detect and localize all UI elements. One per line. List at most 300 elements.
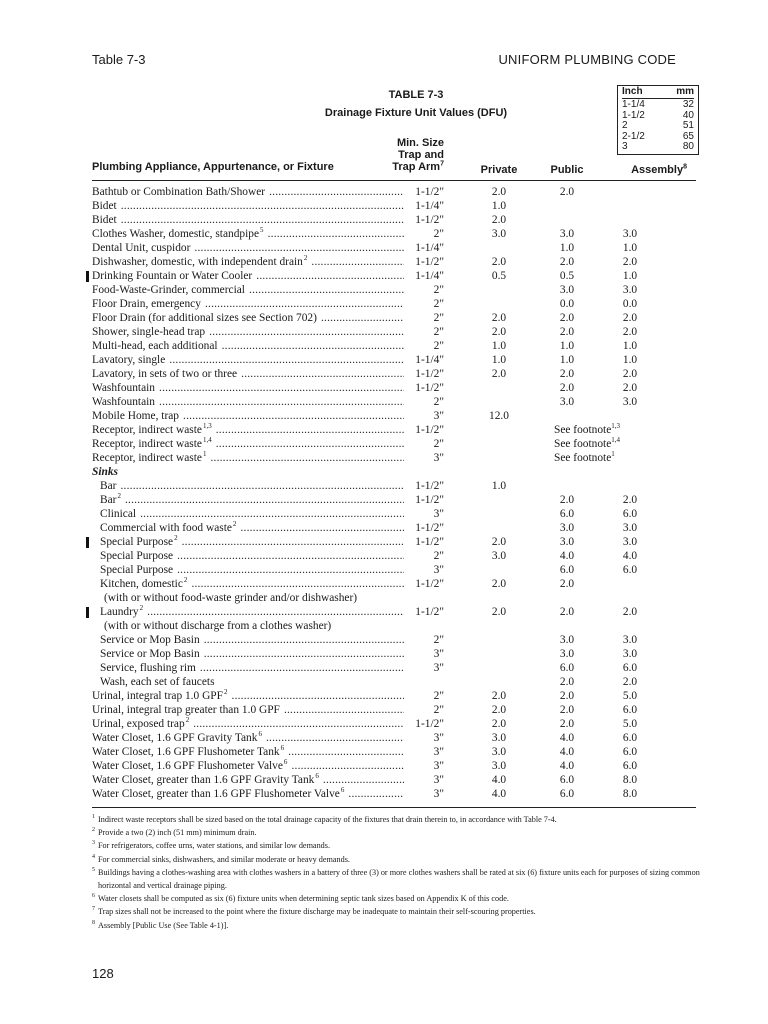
table-row xyxy=(0,689,768,703)
fixture-label-wrap xyxy=(100,578,188,590)
trap-size-cell: 3" xyxy=(433,746,444,758)
trap-size-cell: 2" xyxy=(433,284,444,296)
trap-size-cell: 3" xyxy=(433,648,444,660)
fixture-label: Receptor, indirect waste xyxy=(92,438,202,450)
public-dfu-cell: 4.0 xyxy=(559,732,575,744)
public-dfu-cell: 2.0 xyxy=(559,186,575,198)
trap-size-cell: 2" xyxy=(433,634,444,646)
fixture-label: Wash, each set of faucets xyxy=(100,676,215,688)
assembly-dfu-cell: 8.0 xyxy=(622,788,638,800)
public-dfu-cell: 2.0 xyxy=(559,718,575,730)
trap-size-cell: 2" xyxy=(433,312,444,324)
fixture-label: Water Closet, greater than 1.6 GPF Flushometer Valve xyxy=(92,788,340,800)
conversion-row xyxy=(622,142,694,153)
fixture-name xyxy=(92,703,404,717)
fixture-label: Mobile Home, trap xyxy=(92,410,179,422)
trap-size-cell: 1-1/2" xyxy=(415,718,444,730)
fixture-name xyxy=(92,367,404,381)
fixture-name xyxy=(92,185,404,199)
conversion-header xyxy=(622,87,694,99)
fixture-label: Urinal, integral trap 1.0 GPF xyxy=(92,690,223,702)
table-body xyxy=(0,185,768,801)
footnote: 6 Water closets shall be computed as six (6) fixture units when determining septic tank sizes based on Appendix K of this code. xyxy=(92,893,509,904)
public-dfu-cell: 6.0 xyxy=(559,788,575,800)
assembly-dfu-cell: 1.0 xyxy=(622,270,638,282)
public-dfu-cell: 6.0 xyxy=(559,774,575,786)
fixture-label: Urinal, integral trap greater than 1.0 GPF xyxy=(92,704,280,716)
fixture-label: Sinks xyxy=(92,466,118,478)
row-note xyxy=(0,619,768,633)
table-row xyxy=(0,325,768,339)
fixture-label: Water Closet, 1.6 GPF Flushometer Tank xyxy=(92,746,280,758)
private-dfu-cell: 2.0 xyxy=(491,536,507,548)
fixture-label: Kitchen, domestic xyxy=(100,578,183,590)
unit-conversion-box xyxy=(617,85,699,155)
fixture-name xyxy=(100,493,404,507)
footnote: 8 Assembly [Public Use (See Table 4-1)]. xyxy=(92,919,229,930)
column-header-trap xyxy=(380,137,444,173)
public-dfu-cell: 3.0 xyxy=(559,284,575,296)
assembly-dfu-cell: 3.0 xyxy=(622,522,638,534)
fixture-label: Shower, single-head trap xyxy=(92,326,206,338)
fixture-label-wrap xyxy=(92,256,308,268)
assembly-dfu-cell: 1.0 xyxy=(622,340,638,352)
fixture-label-wrap xyxy=(92,438,213,450)
fixture-label: Dental Unit, cuspidor xyxy=(92,242,191,254)
assembly-dfu-cell: 5.0 xyxy=(622,718,638,730)
fixture-name xyxy=(100,535,404,549)
trap-size-cell: 1-1/2" xyxy=(415,214,444,226)
assembly-dfu-cell: 6.0 xyxy=(622,508,638,520)
fixture-name xyxy=(92,227,404,241)
fixture-label: Washfountain xyxy=(92,382,155,394)
fixture-label: Service or Mop Basin xyxy=(100,634,200,646)
assembly-dfu-cell: 1.0 xyxy=(622,242,638,254)
fixture-name xyxy=(100,563,404,577)
fixture-label: Special Purpose xyxy=(100,536,174,548)
private-dfu-cell: 3.0 xyxy=(491,228,507,240)
table-row xyxy=(0,745,768,759)
public-dfu-cell: 0.5 xyxy=(559,270,575,282)
conversion-rows xyxy=(622,100,694,153)
public-footnote-ref: 1,3 xyxy=(611,422,621,431)
table-row xyxy=(0,297,768,311)
private-dfu-cell: 3.0 xyxy=(491,550,507,562)
conversion-mm: 32 xyxy=(682,99,694,110)
fixture-label-wrap xyxy=(92,732,263,744)
fixture-name xyxy=(100,549,404,563)
public-dfu-text: See footnote xyxy=(554,438,612,450)
footnote: 2 Provide a two (2) inch (51 mm) minimum drain. xyxy=(92,827,257,838)
public-dfu-cell: 4.0 xyxy=(559,746,575,758)
fixture-label: Food-Waste-Grinder, commercial xyxy=(92,284,245,296)
fixture-footnote-ref: 2 xyxy=(223,689,228,697)
fixture-footnote-ref: 2 xyxy=(139,605,144,613)
fixture-name xyxy=(92,381,404,395)
assembly-dfu-cell: 3.0 xyxy=(622,634,638,646)
fixture-label: Special Purpose xyxy=(100,564,174,576)
footnote: 7 Trap sizes shall not be increased to the point where the fixture discharge may be inadequate to maintain their self-scouring properties. xyxy=(92,906,536,917)
fixture-name xyxy=(92,255,404,269)
public-dfu-cell: 1.0 xyxy=(559,242,575,254)
fixture-label: Washfountain xyxy=(92,396,155,408)
fixture-label: Water Closet, 1.6 GPF Flushometer Valve xyxy=(92,760,283,772)
trap-size-cell: 3" xyxy=(433,774,444,786)
trap-size-cell: 2" xyxy=(433,690,444,702)
fixture-name xyxy=(92,437,404,451)
assembly-dfu-cell: 2.0 xyxy=(622,382,638,394)
private-dfu-cell: 12.0 xyxy=(489,410,509,422)
public-dfu-cell: 2.0 xyxy=(559,578,575,590)
table-row xyxy=(0,255,768,269)
assembly-dfu-cell: 3.0 xyxy=(622,228,638,240)
private-dfu-cell: 2.0 xyxy=(491,368,507,380)
public-dfu-cell: 6.0 xyxy=(559,564,575,576)
fixture-name xyxy=(92,423,404,437)
fixture-name xyxy=(92,787,404,801)
table-row xyxy=(0,773,768,787)
trap-size-cell: 3" xyxy=(433,564,444,576)
fixture-name xyxy=(92,451,404,465)
public-dfu-cell: 2.0 xyxy=(559,368,575,380)
fixture-name xyxy=(92,199,404,213)
fixture-label-wrap xyxy=(92,690,228,702)
fixture-label-wrap xyxy=(92,718,190,730)
fixture-label: Bathtub or Combination Bath/Shower xyxy=(92,186,266,198)
fixture-label: Floor Drain (for additional sizes see Section 702) xyxy=(92,312,317,324)
assembly-dfu-cell: 2.0 xyxy=(622,326,638,338)
footnote-text: For refrigerators, coffee urns, water stations, and similar low demands. xyxy=(98,841,330,851)
fixture-label: Floor Drain, emergency xyxy=(92,298,201,310)
column-header-assembly xyxy=(607,164,687,176)
public-dfu-cell: 2.0 xyxy=(559,312,575,324)
revision-bar xyxy=(86,607,89,618)
trap-size-cell: 2" xyxy=(433,326,444,338)
table-row xyxy=(0,409,768,423)
column-header-fixture: Plumbing Appliance, Appurtenance, or Fixture xyxy=(92,161,334,173)
assembly-dfu-cell: 6.0 xyxy=(622,662,638,674)
table-row xyxy=(0,381,768,395)
fixture-label-wrap xyxy=(100,606,144,618)
assembly-dfu-cell: 8.0 xyxy=(622,774,638,786)
private-dfu-cell: 1.0 xyxy=(491,480,507,492)
fixture-footnote-ref: 2 xyxy=(303,255,308,263)
fixture-name xyxy=(100,633,404,647)
fixture-name xyxy=(100,605,404,619)
footnote-text: Assembly [Public Use (See Table 4-1)]. xyxy=(98,920,229,930)
trap-size-cell: 3" xyxy=(433,508,444,520)
footnote-text: Provide a two (2) inch (51 mm) minimum drain. xyxy=(98,828,257,838)
private-dfu-cell: 2.0 xyxy=(491,718,507,730)
fixture-label-wrap xyxy=(100,494,122,506)
private-dfu-cell: 2.0 xyxy=(491,256,507,268)
assembly-dfu-cell: 2.0 xyxy=(622,312,638,324)
fixture-name xyxy=(92,283,404,297)
fixture-footnote-ref: 2 xyxy=(232,521,237,529)
revision-bar xyxy=(86,271,89,282)
fixture-footnote-ref: 2 xyxy=(183,577,188,585)
fixture-name xyxy=(92,325,404,339)
private-dfu-cell: 3.0 xyxy=(491,732,507,744)
assembly-dfu-cell: 5.0 xyxy=(622,690,638,702)
fixture-name xyxy=(100,507,404,521)
fixture-footnote-ref: 2 xyxy=(174,535,178,543)
table-row xyxy=(0,451,768,465)
private-dfu-cell: 2.0 xyxy=(491,704,507,716)
assembly-dfu-cell: 3.0 xyxy=(622,648,638,660)
assembly-dfu-cell: 6.0 xyxy=(622,746,638,758)
assembly-header-footnote-ref: 8 xyxy=(683,163,687,171)
page-number: 128 xyxy=(92,966,114,981)
conversion-mm: 40 xyxy=(682,109,694,121)
conversion-header-inch: Inch xyxy=(622,86,643,97)
trap-size-cell: 1-1/2" xyxy=(415,382,444,394)
fixture-label: Service or Mop Basin xyxy=(100,648,200,660)
fixture-name xyxy=(92,213,404,227)
fixture-label: Laundry xyxy=(100,606,139,618)
trap-size-cell: 3" xyxy=(433,788,444,800)
fixture-footnote-ref: 2 xyxy=(185,717,190,725)
private-dfu-cell: 3.0 xyxy=(491,746,507,758)
public-dfu-cell: 4.0 xyxy=(559,760,575,772)
fixture-label: Lavatory, in sets of two or three xyxy=(92,368,238,380)
table-row xyxy=(0,437,768,451)
fixture-name xyxy=(100,521,404,535)
fixture-label-wrap xyxy=(92,788,345,800)
table-row xyxy=(0,395,768,409)
private-dfu-cell: 4.0 xyxy=(491,788,507,800)
public-dfu-cell: 3.0 xyxy=(559,396,575,408)
private-dfu-cell: 4.0 xyxy=(491,774,507,786)
fixture-label: Bidet xyxy=(92,200,117,212)
conversion-mm: 65 xyxy=(682,130,694,142)
private-dfu-cell: 2.0 xyxy=(491,326,507,338)
fixture-footnote-ref: 1 xyxy=(202,451,207,459)
assembly-dfu-cell: 2.0 xyxy=(622,368,638,380)
fixture-label: Bar xyxy=(100,494,117,506)
table-row xyxy=(0,353,768,367)
fixture-name xyxy=(92,745,404,759)
footnote: 4 For commercial sinks, dishwashers, and similar moderate or heavy demands. xyxy=(92,853,350,864)
fixture-label-wrap xyxy=(92,760,288,772)
assembly-dfu-cell: 2.0 xyxy=(622,606,638,618)
table-row xyxy=(0,507,768,521)
public-dfu-cell: 3.0 xyxy=(559,648,575,660)
fixture-name xyxy=(100,675,404,689)
assembly-dfu-cell: 4.0 xyxy=(622,550,638,562)
public-dfu-cell xyxy=(554,451,674,465)
table-row xyxy=(0,227,768,241)
private-dfu-cell: 1.0 xyxy=(491,354,507,366)
private-dfu-cell: 1.0 xyxy=(491,340,507,352)
conversion-inch: 2 xyxy=(622,120,628,132)
trap-size-cell: 1-1/2" xyxy=(415,536,444,548)
private-dfu-cell: 2.0 xyxy=(491,690,507,702)
assembly-dfu-cell: 3.0 xyxy=(622,396,638,408)
fixture-label-wrap xyxy=(100,522,237,534)
public-dfu-cell: 2.0 xyxy=(559,606,575,618)
fixture-name xyxy=(92,409,404,423)
footnote: 1 Indirect waste receptors shall be sized based on the total drainage capacity of the fixtures that drain therein to, in accordance with Table 7-4. xyxy=(92,814,557,824)
fixture-name xyxy=(92,689,404,703)
fixture-footnote-ref: 6 xyxy=(258,731,262,739)
fixture-label-wrap xyxy=(92,228,265,240)
public-dfu-cell xyxy=(554,437,674,451)
trap-size-cell: 2" xyxy=(433,228,444,240)
public-dfu-text: See footnote xyxy=(554,452,612,464)
trap-size-cell: 1-1/2" xyxy=(415,522,444,534)
private-dfu-cell: 3.0 xyxy=(491,760,507,772)
fixture-name xyxy=(100,479,404,493)
fixture-label: Service, flushing rim xyxy=(100,662,196,674)
trap-size-cell: 1-1/2" xyxy=(415,578,444,590)
fixture-name xyxy=(92,311,404,325)
assembly-dfu-cell: 2.0 xyxy=(622,494,638,506)
table-row xyxy=(0,423,768,437)
public-dfu-cell: 4.0 xyxy=(559,550,575,562)
fixture-label: Clothes Washer, domestic, standpipe xyxy=(92,228,260,240)
private-dfu-cell: 0.5 xyxy=(491,270,507,282)
fixture-footnote-ref: 6 xyxy=(340,787,345,795)
table-row xyxy=(0,675,768,689)
public-dfu-cell: 2.0 xyxy=(559,256,575,268)
fixture-label: Bidet xyxy=(92,214,117,226)
trap-size-cell: 2" xyxy=(433,438,444,450)
fixture-name xyxy=(92,339,404,353)
fixture-name xyxy=(92,353,404,367)
table-row xyxy=(0,563,768,577)
private-dfu-cell: 1.0 xyxy=(491,200,507,212)
footnotes xyxy=(92,813,704,932)
table-row xyxy=(0,185,768,199)
assembly-dfu-cell: 6.0 xyxy=(622,760,638,772)
fixture-label: Multi-head, each additional xyxy=(92,340,218,352)
trap-size-cell: 2" xyxy=(433,340,444,352)
fixture-name xyxy=(92,731,404,745)
fixture-name xyxy=(92,759,404,773)
private-dfu-cell: 2.0 xyxy=(491,214,507,226)
table-row xyxy=(0,493,768,507)
fixture-label: Drinking Fountain or Water Cooler xyxy=(92,270,253,282)
fixture-label: (with or without food-waste grinder and/or dishwasher) xyxy=(104,592,358,604)
table-row xyxy=(0,703,768,717)
public-dfu-cell: 2.0 xyxy=(559,704,575,716)
public-dfu-cell: 0.0 xyxy=(559,298,575,310)
table-row xyxy=(0,199,768,213)
fixture-name xyxy=(92,395,404,409)
running-header-right: UNIFORM PLUMBING CODE xyxy=(498,52,676,67)
conversion-inch: 2-1/2 xyxy=(622,130,645,142)
fixture-label: Commercial with food waste xyxy=(100,522,232,534)
trap-size-cell: 2" xyxy=(433,396,444,408)
public-dfu-cell: 1.0 xyxy=(559,354,575,366)
conversion-inch: 3 xyxy=(622,141,628,153)
trap-size-cell: 1-1/2" xyxy=(415,480,444,492)
conversion-inch: 1-1/2 xyxy=(622,109,645,121)
table-row xyxy=(0,339,768,353)
fixture-label: Lavatory, single xyxy=(92,354,166,366)
fixture-label-wrap xyxy=(100,536,179,548)
column-header-private: Private xyxy=(480,164,518,176)
fixture-label: Water Closet, 1.6 GPF Gravity Tank xyxy=(92,732,258,744)
conversion-mm: 51 xyxy=(682,120,694,132)
fixture-label: Clinical xyxy=(100,508,137,520)
trap-size-cell: 3" xyxy=(433,760,444,772)
table-row xyxy=(0,311,768,325)
fixture-name xyxy=(100,577,404,591)
table-row xyxy=(0,549,768,563)
column-header-public: Public xyxy=(550,164,584,176)
trap-size-cell: 1-1/2" xyxy=(415,186,444,198)
assembly-dfu-cell: 2.0 xyxy=(622,256,638,268)
trap-size-cell: 3" xyxy=(433,410,444,422)
trap-size-cell: 2" xyxy=(433,550,444,562)
trap-size-cell: 1-1/2" xyxy=(415,368,444,380)
fixture-name xyxy=(92,269,404,283)
assembly-dfu-cell: 6.0 xyxy=(622,564,638,576)
trap-size-cell: 1-1/2" xyxy=(415,494,444,506)
fixture-name xyxy=(100,647,404,661)
table-row xyxy=(0,241,768,255)
public-dfu-text: See footnote xyxy=(554,424,612,436)
fixture-label: (with or without discharge from a clothes washer) xyxy=(104,620,332,632)
footnote-text: Trap sizes shall not be increased to the point where the fixture discharge may be inadequate to maintain their self-scouring properties. xyxy=(98,907,536,917)
trap-size-cell: 2" xyxy=(433,298,444,310)
fixture-name xyxy=(92,465,404,479)
table-row xyxy=(0,269,768,283)
public-dfu-cell: 6.0 xyxy=(559,662,575,674)
public-dfu-cell: 3.0 xyxy=(559,228,575,240)
trap-size-cell: 2" xyxy=(433,704,444,716)
table-row xyxy=(0,521,768,535)
fixture-footnote-ref: 1,4 xyxy=(202,437,212,445)
trap-header-line1: Min. Size xyxy=(396,137,444,149)
public-dfu-cell: 2.0 xyxy=(559,326,575,338)
table-row xyxy=(0,731,768,745)
public-dfu-cell: 2.0 xyxy=(559,690,575,702)
fixture-name xyxy=(92,773,404,787)
fixture-label-wrap xyxy=(92,424,213,436)
fixture-footnote-ref: 1,3 xyxy=(202,423,212,431)
assembly-dfu-cell: 2.0 xyxy=(622,676,638,688)
table-row xyxy=(0,759,768,773)
public-dfu-cell: 2.0 xyxy=(559,382,575,394)
public-dfu-cell: 2.0 xyxy=(559,676,575,688)
public-dfu-cell: 1.0 xyxy=(559,340,575,352)
trap-size-cell: 1-1/2" xyxy=(415,424,444,436)
trap-size-cell: 1-1/2" xyxy=(415,606,444,618)
fixture-label-wrap xyxy=(92,452,207,464)
fixture-label: Receptor, indirect waste xyxy=(92,424,202,436)
assembly-dfu-cell: 0.0 xyxy=(622,298,638,310)
revision-bar xyxy=(86,537,89,548)
conversion-row xyxy=(622,100,694,111)
fixture-label: Special Purpose xyxy=(100,550,174,562)
fixture-name xyxy=(92,297,404,311)
fixture-name xyxy=(92,717,404,731)
table-row xyxy=(0,647,768,661)
public-dfu-cell: 3.0 xyxy=(559,536,575,548)
trap-size-cell: 1-1/4" xyxy=(415,270,444,282)
fixture-label: Water Closet, greater than 1.6 GPF Gravity Tank xyxy=(92,774,315,786)
table-row xyxy=(0,283,768,297)
table-row xyxy=(0,717,768,731)
footnote-text: Water closets shall be computed as six (6) fixture units when determining septic tank sizes based on Appendix K of this code. xyxy=(98,894,509,904)
table-number: TABLE 7-3 xyxy=(388,89,444,101)
private-dfu-cell: 2.0 xyxy=(491,578,507,590)
fixture-footnote-ref: 6 xyxy=(283,759,288,767)
public-footnote-ref: 1,4 xyxy=(611,436,621,445)
